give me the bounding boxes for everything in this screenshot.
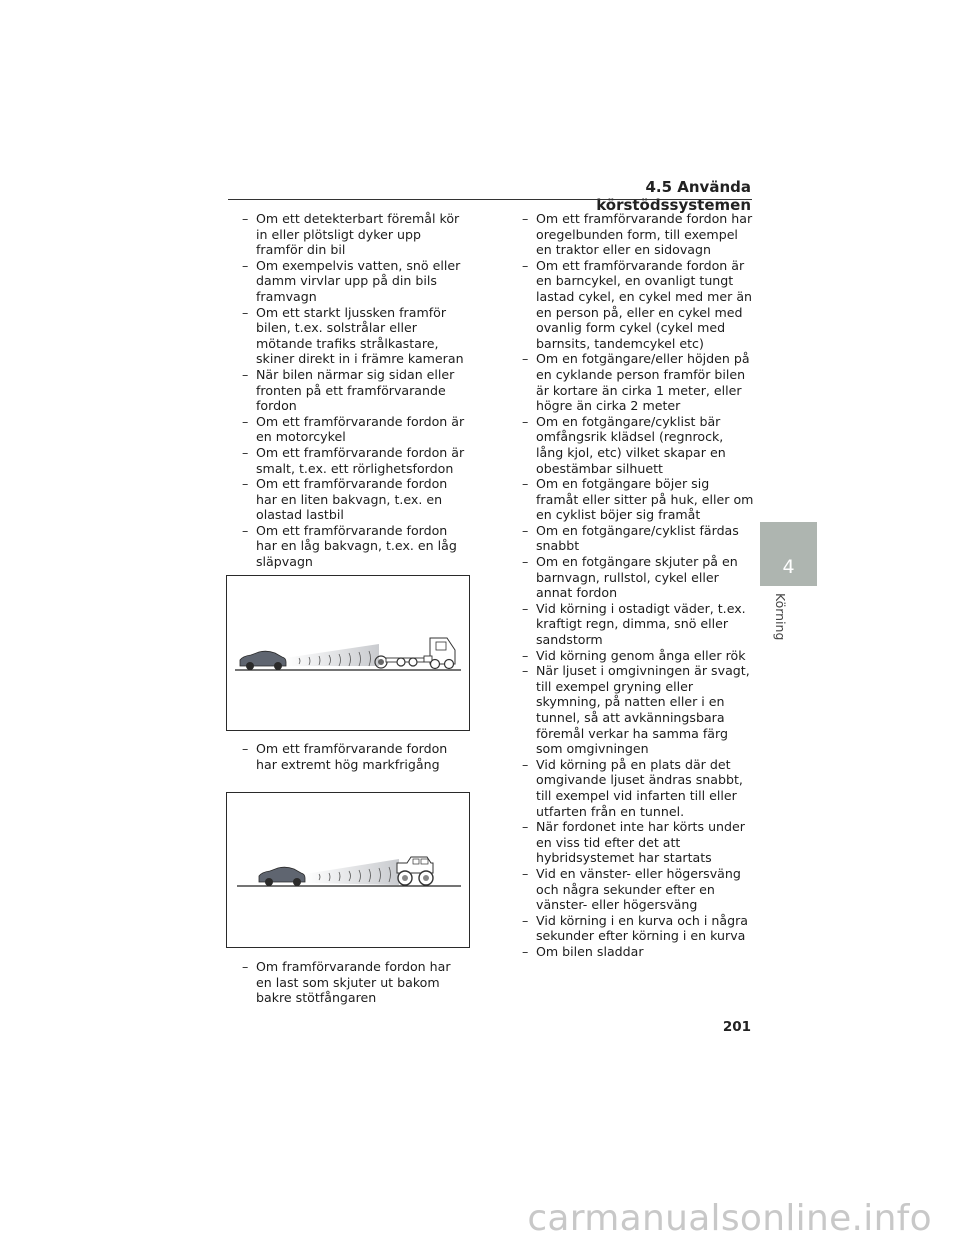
list-item: – Om en fotgängare skjuter på en barnvagn, rullstol, cykel eller annat fordon bbox=[522, 554, 754, 601]
list-item: – Vid körning i en kurva och i några sekunder efter körning i en kurva bbox=[522, 913, 754, 944]
chapter-label: Körning bbox=[773, 593, 788, 641]
list-item: – Om en fotgängare/cyklist färdas snabbt bbox=[522, 523, 754, 554]
list-item: – Vid en vänster- eller högersväng och några sekunder efter en vänster- eller högersväng bbox=[522, 866, 754, 913]
list-item: – Om bilen sladdar bbox=[522, 944, 754, 960]
list-item: – Om ett framförvarande fordon har en låg bakvagn, t.ex. en låg släpvagn bbox=[242, 523, 468, 570]
list-item: – Om ett framförvarande fordon är en motorcykel bbox=[242, 414, 468, 445]
list-item: – Om ett framförvarande fordon är en barncykel, en ovanligt tungt lastad cykel, en cykel med mer än en person på, eller en cykel med ovanlig form cykel (cykel med barnsits, tandemcykel etc) bbox=[522, 258, 754, 352]
list-item: – När ljuset i omgivningen är svagt, till exempel gryning eller skymning, på natten eller i en tunnel, så att avkänningsbara föremål verkar ha samma färg som omgivningen bbox=[522, 663, 754, 757]
list-item: – Om en fotgängare/cyklist bär omfångsrik klädsel (regnrock, lång kjol, etc) vilket skapar en obestämbar silhuett bbox=[522, 414, 754, 476]
list-item: – Om en fotgängare böjer sig framåt eller sitter på huk, eller om en cyklist böjer sig framåt bbox=[522, 476, 754, 523]
figure-high-clearance bbox=[226, 792, 470, 948]
illustration-low-trailer bbox=[227, 576, 469, 730]
illustration-high-clearance bbox=[227, 793, 469, 947]
chapter-tab bbox=[760, 522, 817, 586]
list-item: – Vid körning på en plats där det omgivande ljuset ändras snabbt, till exempel vid infarten till eller utfarten från en tunnel. bbox=[522, 757, 754, 819]
left-list-top bbox=[242, 211, 468, 570]
list-item: – Om exempelvis vatten, snö eller damm virvlar upp på din bils framvagn bbox=[242, 258, 468, 305]
list-item: – Vid körning i ostadigt väder, t.ex. kraftigt regn, dimma, snö eller sandstorm bbox=[522, 601, 754, 648]
list-item: – När bilen närmar sig sidan eller fronten på ett framförvarande fordon bbox=[242, 367, 468, 414]
list-item: – Om en fotgängare/eller höjden på en cyklande person framför bilen är kortare än cirka 1 meter, eller högre än cirka 2 meter bbox=[522, 351, 754, 413]
left-list-middle bbox=[242, 741, 468, 772]
figure-low-trailer bbox=[226, 575, 470, 731]
list-item: – Om ett framförvarande fordon har extremt hög markfrigång bbox=[242, 741, 468, 772]
list-item: – Om ett detekterbart föremål kör in eller plötsligt dyker upp framför din bil bbox=[242, 211, 468, 258]
page-number: 201 bbox=[722, 1019, 751, 1035]
list-item: – Om ett framförvarande fordon är smalt, t.ex. ett rörlighetsfordon bbox=[242, 445, 468, 476]
chapter-number: 4 bbox=[782, 556, 795, 578]
list-item: – Om ett framförvarande fordon har oregelbunden form, till exempel en traktor eller en sidovagn bbox=[522, 211, 754, 258]
section-header: 4.5 Använda körstödssystemen bbox=[596, 178, 751, 214]
left-list-bottom bbox=[242, 959, 468, 1006]
header-divider bbox=[228, 199, 752, 200]
watermark: carmanualsonline.info bbox=[527, 1198, 932, 1239]
list-item: – När fordonet inte har körts under en viss tid efter det att hybridsystemet har startats bbox=[522, 819, 754, 866]
list-item: – Om framförvarande fordon har en last som skjuter ut bakom bakre stötfångaren bbox=[242, 959, 468, 1006]
list-item: – Om ett starkt ljussken framför bilen, t.ex. solstrålar eller mötande trafiks strålkastare, skiner direkt in i främre kameran bbox=[242, 305, 468, 367]
list-item: – Om ett framförvarande fordon har en liten bakvagn, t.ex. en olastad lastbil bbox=[242, 476, 468, 523]
list-item: – Vid körning genom ånga eller rök bbox=[522, 648, 754, 664]
right-list bbox=[522, 211, 754, 960]
